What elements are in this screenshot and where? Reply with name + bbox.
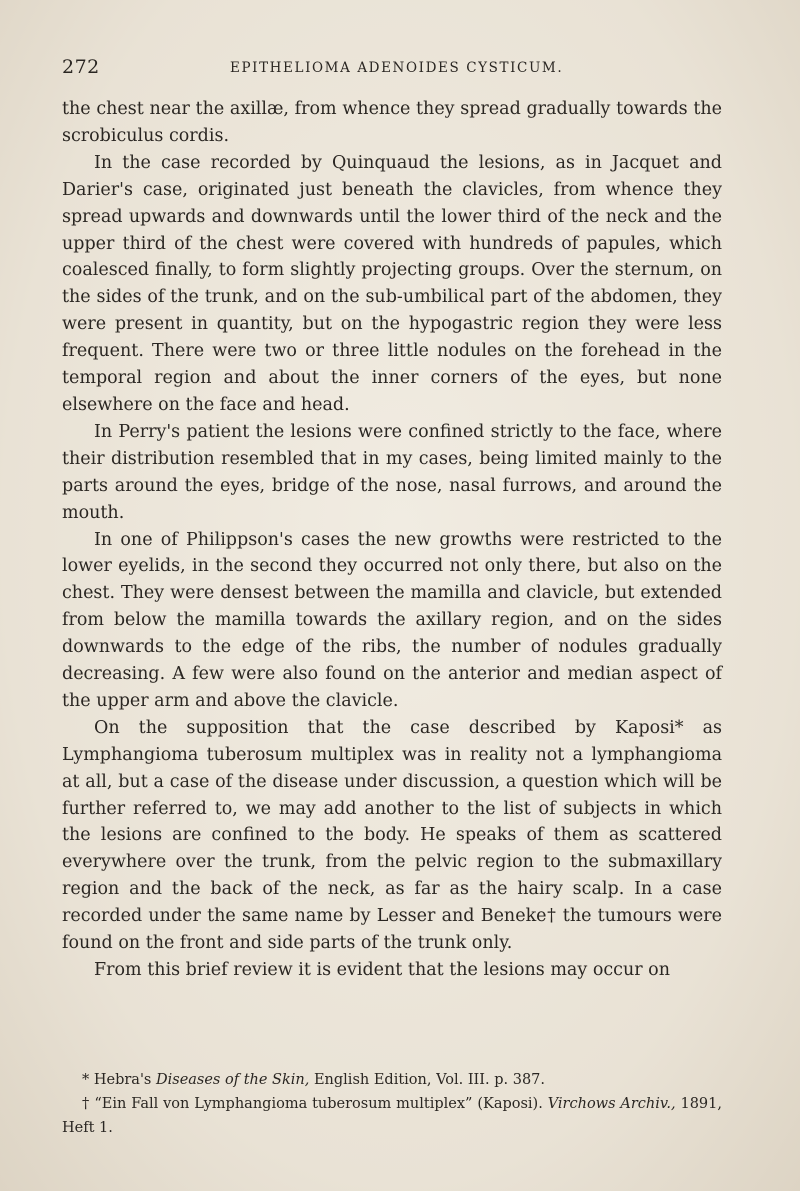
- footnote-kaposi-journal: Virchows Archiv.,: [547, 1096, 676, 1112]
- footnote-hebra-marker: * Hebra's: [82, 1072, 156, 1088]
- paragraph-review: From this brief review it is evident that the lesions may occur on: [94, 960, 670, 980]
- footnote-hebra-title: Diseases of the Skin,: [155, 1072, 310, 1088]
- page-number: 272: [62, 56, 100, 78]
- paragraph-philippson: In one of Philippson's cases the new growths were restricted to the lower eyelids, in the second they occurred not only there, but also on the chest. They were densest between the mamilla and clavicle, but extended from below the mamilla towards the axillary region, and on the sides downwards to the edge of the ribs, the number of nodules gradually decreasing. A few were also found on the anterior and median aspect of the upper arm and above the clavicle.: [62, 529, 722, 711]
- footnote-hebra: [62, 1068, 722, 1092]
- footnote-hebra-rest: English Edition, Vol. III. p. 387.: [309, 1072, 546, 1088]
- footnote-kaposi-marker: †: [82, 1096, 95, 1112]
- footnotes: [62, 1068, 722, 1140]
- paragraph-continuation: the chest near the axillæ, from whence they spread gradually towards the scrobiculus cordis.: [62, 99, 722, 146]
- footnote-kaposi: [62, 1092, 722, 1140]
- paragraph-kaposi: On the supposition that the case described by Kaposi* as Lymphangioma tuberosum multiplex was in reality not a lymphangioma at all, but a case of the disease under discussion, a question which will be further referred to, we may add another to the list of subjects in which the lesions are confined to the body. He speaks of them as scattered everywhere over the trunk, from the pelvic region to the submaxillary region and the back of the neck, as far as the hairy scalp. In a case recorded under the same name by Lesser and Beneke† the tumours were found on the front and side parts of the trunk only.: [62, 717, 722, 954]
- footnote-kaposi-rest: 1891, Heft 1.: [62, 1096, 722, 1136]
- footnote-kaposi-quote: “Ein Fall von Lymphangioma tuberosum multiplex” (Kaposi).: [94, 1096, 548, 1112]
- running-title: EPITHELIOMA ADENOIDES CYSTICUM.: [230, 60, 564, 76]
- paragraph-perry: In Perry's patient the lesions were confined strictly to the face, where their distribution resembled that in my cases, being limited mainly to the parts around the eyes, bridge of the nose, nasal furrows, and around the mouth.: [62, 421, 722, 523]
- paragraph-quinquaud: In the case recorded by Quinquaud the lesions, as in Jacquet and Darier's case, originated just beneath the clavicles, from whence they spread upwards and downwards until the lower third of the neck and the upper third of the chest were covered with hundreds of papules, which coalesced finally, to form slightly projecting groups. Over the sternum, on the sides of the trunk, and on the sub-umbilical part of the abdomen, they were present in quantity, but on the hypogastric region they were less frequent. There were two or three little nodules on the forehead in the temporal region and about the inner corners of the eyes, but none elsewhere on the face and head.: [62, 152, 722, 415]
- body-text: [62, 96, 722, 984]
- running-head: [62, 56, 722, 84]
